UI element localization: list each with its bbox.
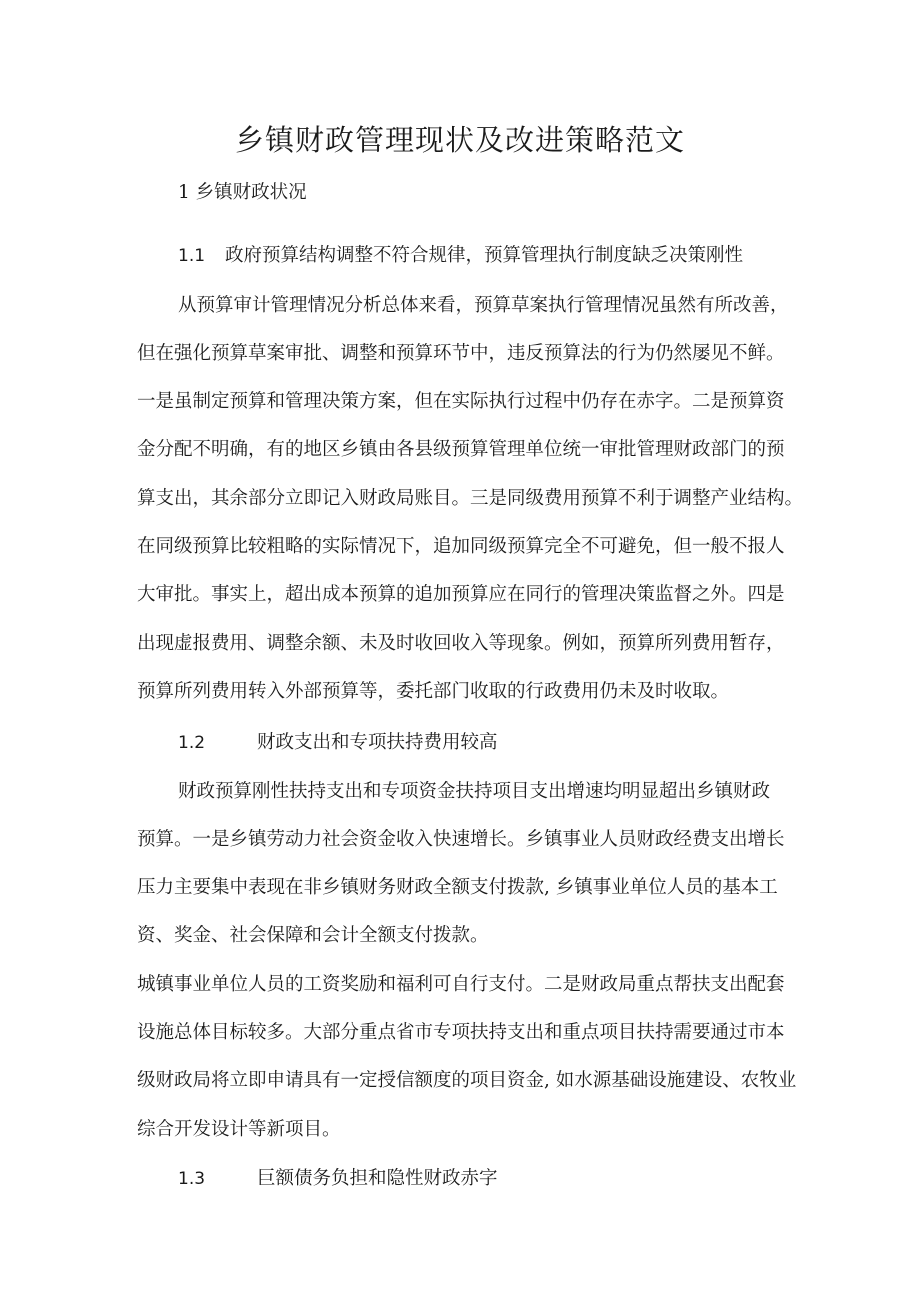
subsection-1-2-heading <box>178 730 497 756</box>
paragraph-line: 一是虽制定预算和管理决策方案，但在实际执行过程中仍存在赤字。二是预算资 <box>137 391 785 412</box>
subsection-1-1-title: 政府预算结构调整不符合规律，预算管理执行制度缺乏决策刚性 <box>224 245 743 266</box>
paragraph-line: 从预算审计管理情况分析总体来看，预算草案执行管理情况虽然有所改善， <box>178 295 789 316</box>
paragraph-line: 设施总体目标较多。大部分重点省市专项扶持支出和重点项目扶持需要通过市本 <box>137 1022 785 1043</box>
paragraph-line: 压力主要集中表现在非乡镇财务财政全额支付拨款, 乡镇事业单位人员的基本工 <box>137 877 778 898</box>
subsection-1-2-title: 财政支出和专项扶持费用较高 <box>256 732 498 753</box>
section-1-heading-text: 1 乡镇财政状况 <box>178 182 307 203</box>
paragraph-line: 级财政局将立即申请具有一定授信额度的项目资金, 如水源基础设施建设、农牧业 <box>137 1070 797 1091</box>
paragraph-line: 但在强化预算草案审批、调整和预算环节中，违反预算法的行为仍然屡见不鲜。 <box>137 343 785 364</box>
paragraph-line: 资、奖金、社会保障和会计全额支付拨款。 <box>137 925 489 946</box>
paragraph-line: 金分配不明确，有的地区乡镇由各县级预算管理单位统一审批管理财政部门的预 <box>137 439 785 460</box>
subsection-1-1-number: 1.1 <box>178 246 206 266</box>
paragraph-line: 财政预算刚性扶持支出和专项资金扶持项目支出增速均明显超出乡镇财政 <box>178 781 771 802</box>
document-title: 乡镇财政管理现状及改进策略范文 <box>234 123 685 157</box>
paragraph-line: 大审批。事实上，超出成本预算的追加预算应在同行的管理决策监督之外。四是 <box>137 584 785 605</box>
subsection-1-3-heading <box>178 1166 497 1192</box>
paragraph-line: 在同级预算比较粗略的实际情况下，追加同级预算完全不可避免，但一般不报人 <box>137 536 785 557</box>
paragraph-line: 预算。一是乡镇劳动力社会资金收入快速增长。乡镇事业人员财政经费支出增长 <box>137 829 785 850</box>
subsection-1-3-title: 巨额债务负担和隐性财政赤字 <box>256 1168 498 1189</box>
subsection-1-1-heading <box>178 243 743 269</box>
section-1-heading <box>178 180 307 206</box>
paragraph-line: 综合开发设计等新项目。 <box>137 1119 341 1140</box>
paragraph-line: 城镇事业单位人员的工资奖励和福利可自行支付。二是财政局重点帮扶支出配套 <box>137 974 785 995</box>
paragraph-line: 预算所列费用转入外部预算等，委托部门收取的行政费用仍未及时收取。 <box>137 681 730 702</box>
subsection-1-2-number: 1.2 <box>178 733 206 753</box>
paragraph-line: 出现虚报费用、调整余额、未及时收回收入等现象。例如，预算所列费用暂存， <box>137 633 785 654</box>
subsection-1-3-number: 1.3 <box>178 1169 206 1189</box>
paragraph-line: 算支出，其余部分立即记入财政局账目。三是同级费用预算不利于调整产业结构。 <box>137 488 804 509</box>
